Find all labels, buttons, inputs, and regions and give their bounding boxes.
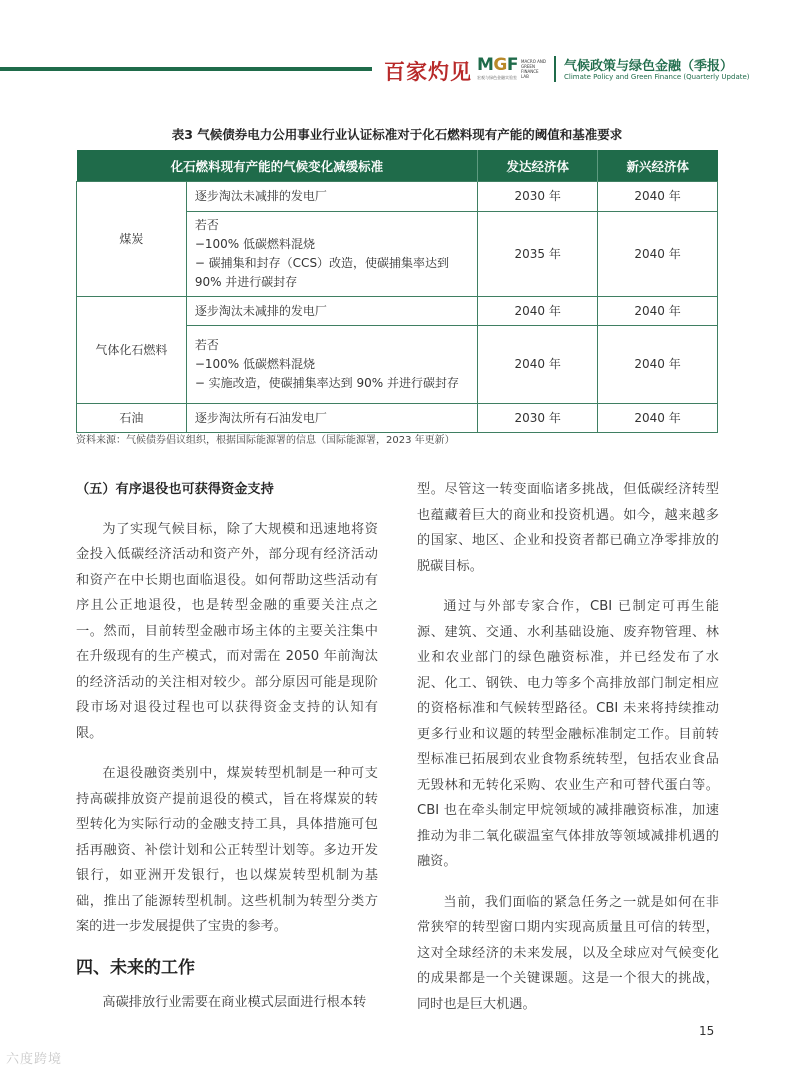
subsection-heading: （五）有序退役也可获得资金支持 bbox=[76, 482, 274, 497]
header-divider bbox=[554, 56, 556, 82]
emerging-cell: 2040 年 bbox=[598, 182, 718, 212]
fuel-cell: 石油 bbox=[77, 404, 187, 433]
requirement-line: 逐步淘汰未减排的发电厂 bbox=[194, 189, 327, 203]
left-column bbox=[76, 477, 378, 1030]
mgf-logo-m: M bbox=[477, 55, 494, 75]
page-number: 15 bbox=[699, 1024, 715, 1038]
fuel-cell: 煤炭 bbox=[77, 182, 187, 297]
table-row bbox=[77, 297, 718, 326]
requirement-line: 逐步淘汰未减排的发电厂 bbox=[194, 303, 327, 318]
header-rule bbox=[0, 67, 372, 71]
requirement-line: 若否 bbox=[194, 338, 219, 352]
developed-cell: 2040 年 bbox=[478, 297, 598, 326]
developed-cell: 2030 年 bbox=[478, 404, 598, 433]
requirement-line: −100% 低碳燃料混烧 bbox=[194, 237, 315, 251]
requirement-cell bbox=[186, 182, 477, 212]
requirement-line: −100% 低碳燃料混烧 bbox=[194, 357, 315, 371]
brand-title: 百家灼见 bbox=[384, 60, 472, 84]
publication-title: 气候政策与绿色金融（季报） bbox=[564, 59, 734, 74]
mgf-logo-under-text: 宏观与绿色金融实验室 bbox=[477, 75, 517, 80]
requirement-cell bbox=[186, 297, 477, 326]
paragraph: 高碳排放行业需要在商业模式层面进行根本转 bbox=[102, 994, 367, 1010]
watermark-text: 六度跨境 bbox=[6, 1052, 63, 1067]
requirement-line: − 碳捕集和封存（CCS）改造，使碳捕集率达到 90% 并进行碳封存 bbox=[194, 256, 450, 289]
developed-cell: 2040 年 bbox=[478, 326, 598, 404]
header-developed: 发达经济体 bbox=[478, 150, 598, 182]
table-source-note: 资料来源：气候债券倡议组织，根据国际能源署的信息（国际能源署，2023 年更新） bbox=[76, 435, 455, 446]
mgf-logo-g: G bbox=[493, 55, 507, 75]
developed-cell: 2030 年 bbox=[478, 182, 598, 212]
header-standard: 化石燃料现有产能的气候变化减缓标准 bbox=[77, 150, 478, 182]
requirement-cell bbox=[186, 404, 477, 433]
header-emerging: 新兴经济体 bbox=[598, 150, 718, 182]
paragraph: 在退役融资类别中，煤炭转型机制是一种可支持高碳排放资产提前退役的模式，旨在将煤炭的转型转化为实际行动的金融支持工具，具体措施可包括再融资、补偿计划和公正转型计划等。多边开发银行，如亚洲开发银行，也以煤炭转型机制为基础，推出了能源转型机制。这些机制为转型分类方案的进一步发展提供了宝贵的参考。 bbox=[76, 766, 378, 934]
publication-subtitle: Climate Policy and Green Finance (Quarterly Update) bbox=[564, 73, 750, 81]
paragraph: 当前，我们面临的紧急任务之一就是如何在非常狭窄的转型窗口期内实现高质量且可信的转型，这对全球经济的未来发展，以及全球应对气候变化的成果都是一个关键课题。这是一个很大的挑战，同时也是巨大机遇。 bbox=[417, 894, 719, 1012]
fuel-cell: 气体化石燃料 bbox=[77, 297, 187, 404]
developed-cell: 2035 年 bbox=[478, 212, 598, 297]
requirement-line: − 实施改造，使碳捕集率达到 90% 并进行碳封存 bbox=[194, 376, 459, 390]
paragraph: 型。尽管这一转变面临诸多挑战，但低碳经济转型也蕴藏着巨大的商业和投资机遇。如今，越来越多的国家、地区、企业和投资者都已确立净零排放的脱碳目标。 bbox=[417, 482, 719, 574]
threshold-table bbox=[76, 150, 718, 433]
mgf-logo-side-text: MACRO AND GREEN FINANCE LAB bbox=[521, 59, 546, 79]
emerging-cell: 2040 年 bbox=[598, 326, 718, 404]
table-caption: 表3 气候债券电力公用事业行业认证标准对于化石燃料现有产能的阈值和基准要求 bbox=[171, 127, 623, 142]
section-heading: 四、未来的工作 bbox=[76, 957, 195, 978]
table-header-row bbox=[77, 150, 718, 182]
mgf-logo-f: F bbox=[506, 55, 519, 75]
paragraph: 为了实现气候目标，除了大规模和迅速地将资金投入低碳经济活动和资产外，部分现有经济活动和资产在中长期也面临退役。如何帮助这些活动有序且公正地退役，也是转型金融的重要关注点之一。然而，目前转型金融市场主体的主要关注集中在升级现有的生产模式，而对需在 2050 年前淘汰的经济活动的关注相对较少。部分原因可能是现阶段市场对退役过程也可以获得资金支持的认知有限。 bbox=[76, 521, 378, 741]
emerging-cell: 2040 年 bbox=[598, 404, 718, 433]
requirement-cell bbox=[186, 212, 477, 297]
requirement-cell bbox=[186, 326, 477, 404]
paragraph: 通过与外部专家合作，CBI 已制定可再生能源、建筑、交通、水利基础设施、废弃物管理、林业和农业部门的绿色融资标准，并已经发布了水泥、化工、钢铁、电力等多个高排放部门制定相应的资格标准和气候转型路径。CBI 未来将持续推动更多行业和议题的转型金融标准制定工作。目前转型标准已拓展到农业食物系统转型，包括农业食品无毁林和无转化采购、农业生产和可替代蛋白等。CBI 也在牵头制定甲烷领域的减排融资标准，加速推动为非二氧化碳温室气体排放等领域减排机遇的融资。 bbox=[417, 599, 719, 869]
emerging-cell: 2040 年 bbox=[598, 297, 718, 326]
emerging-cell: 2040 年 bbox=[598, 212, 718, 297]
requirement-line: 逐步淘汰所有石油发电厂 bbox=[194, 410, 327, 425]
table-row bbox=[77, 182, 718, 212]
requirement-line: 若否 bbox=[194, 218, 219, 232]
table-row bbox=[77, 404, 718, 433]
right-column bbox=[417, 477, 719, 1032]
